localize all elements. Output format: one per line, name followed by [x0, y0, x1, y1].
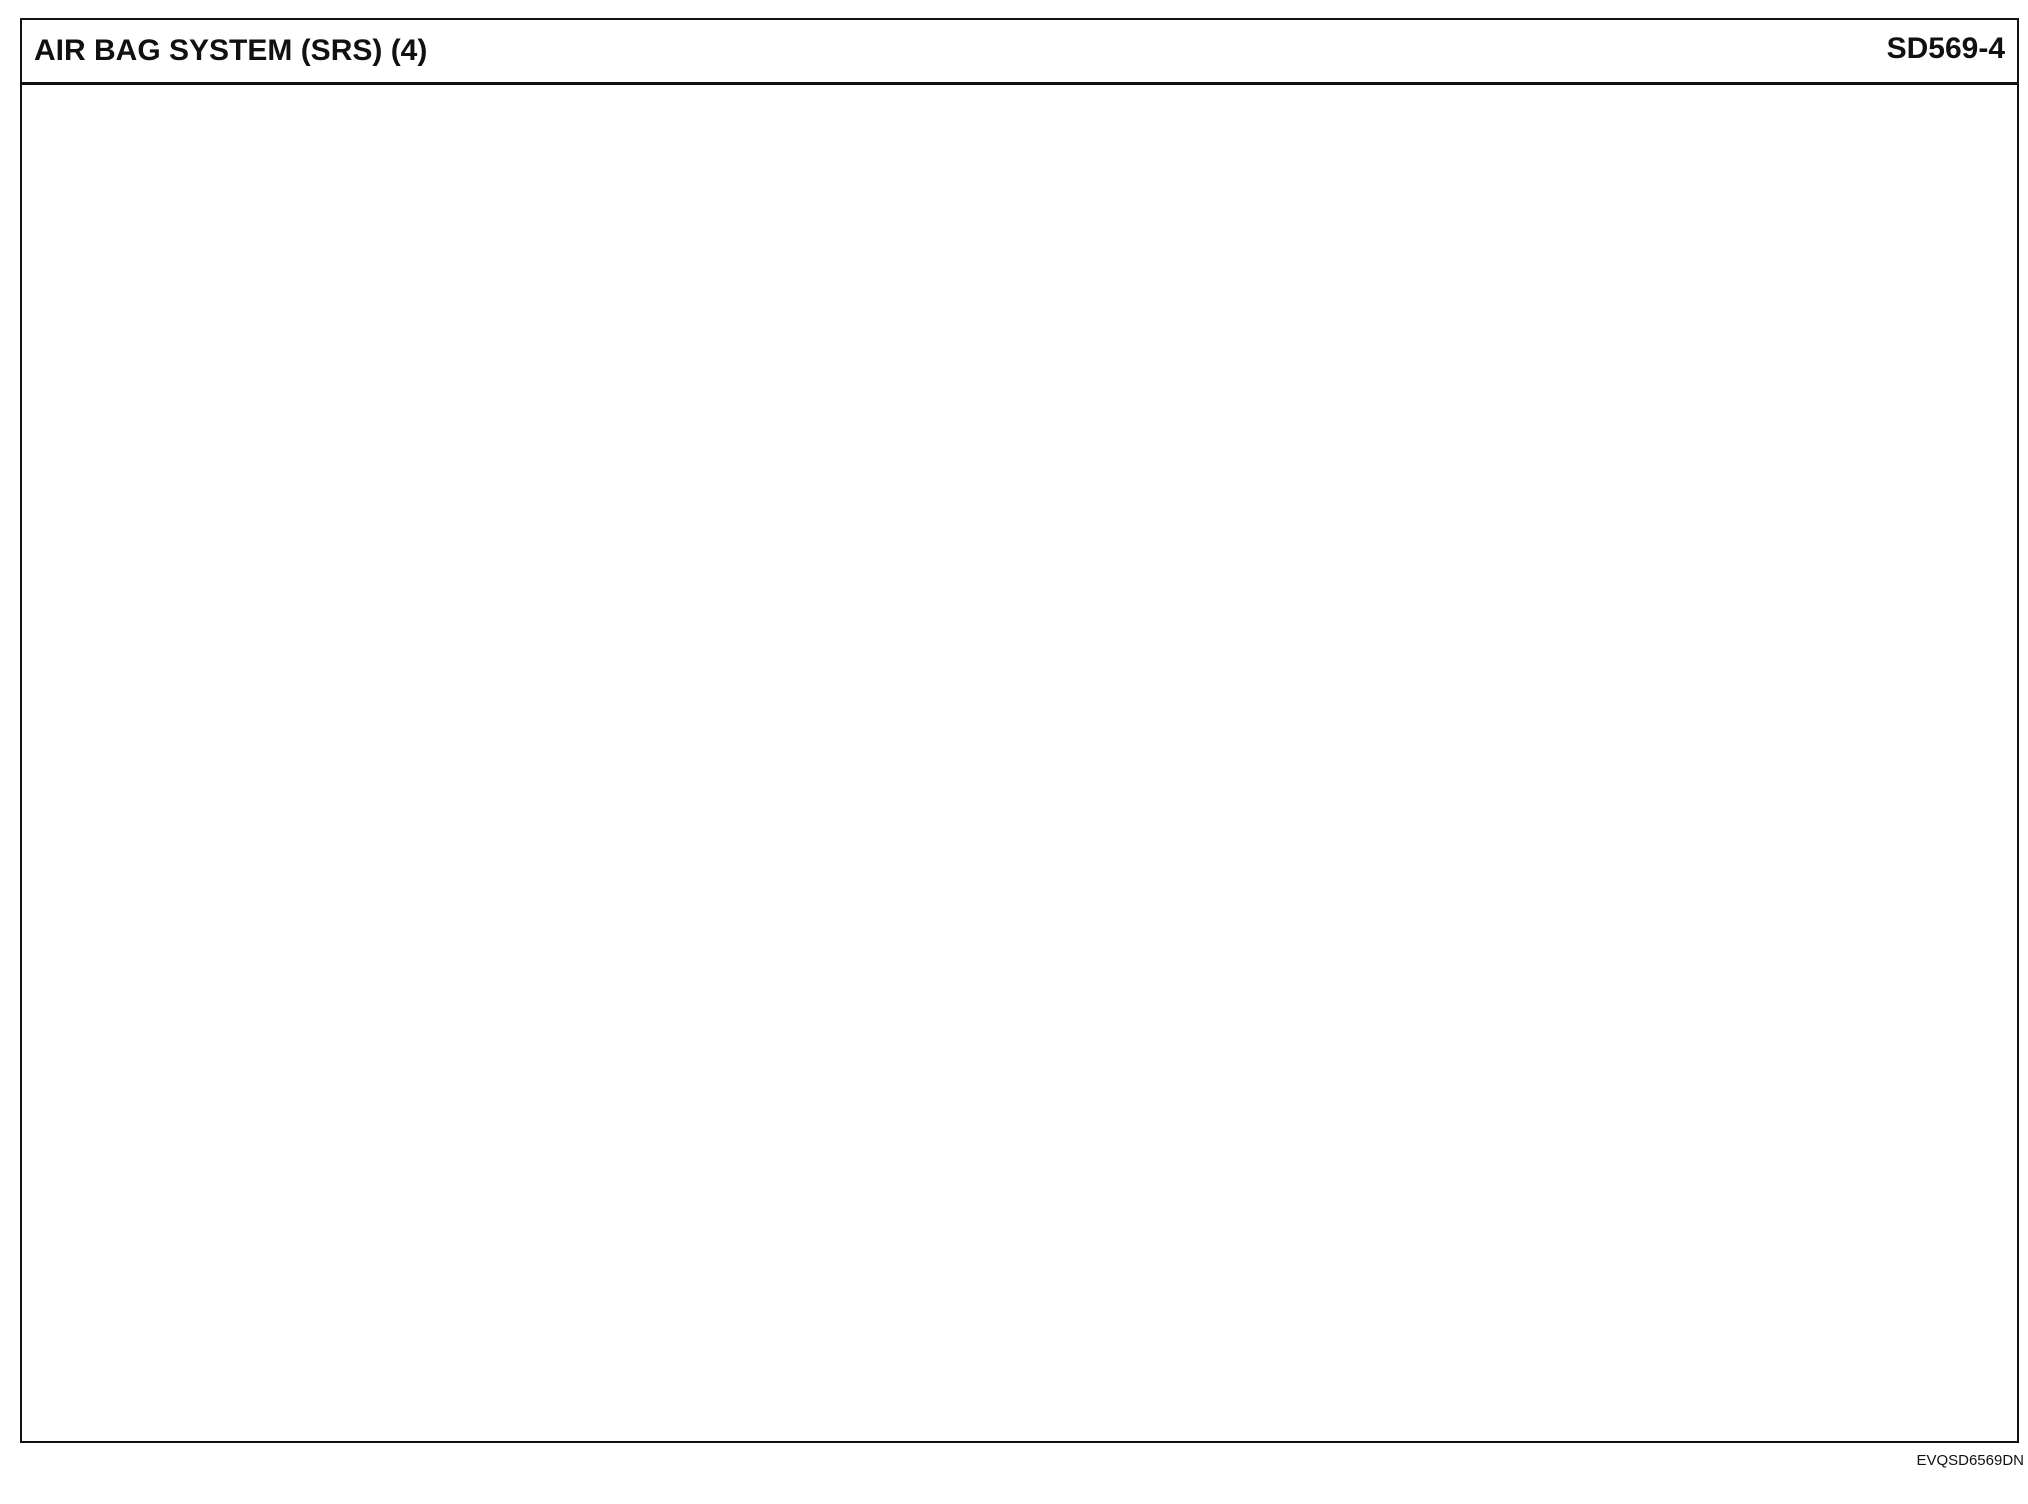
page-title: AIR BAG SYSTEM (SRS) (4) [34, 34, 428, 67]
figure-code: EVQSD6569DN [1916, 1452, 2024, 1469]
diagram-sheet [20, 18, 2019, 1443]
header [22, 20, 2017, 85]
connector-grid [22, 82, 2017, 1441]
page-reference: SD569-4 [1886, 32, 2005, 65]
